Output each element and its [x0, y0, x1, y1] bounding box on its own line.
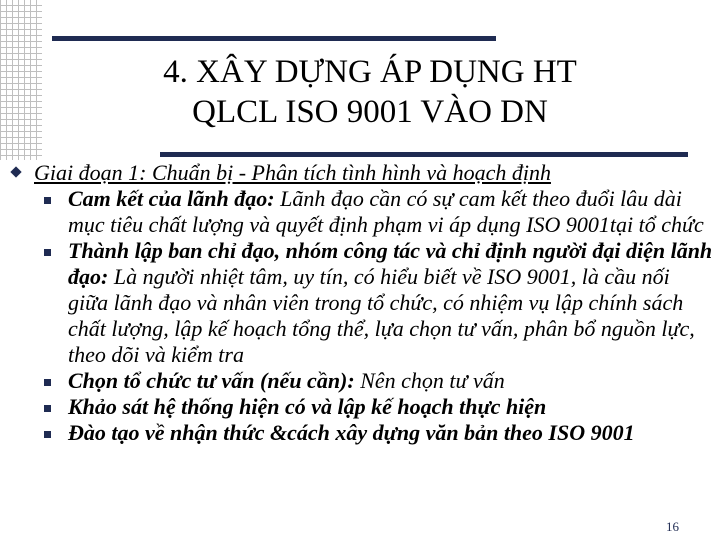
diamond-bullet-icon [10, 166, 21, 177]
decorative-grid [0, 0, 42, 160]
title-line-2: QLCL ISO 9001 VÀO DN [192, 94, 548, 130]
sub-bullet-list [8, 186, 713, 446]
title-line-1: 4. XÂY DỰNG ÁP DỤNG HT [163, 54, 577, 90]
square-bullet-icon [44, 197, 51, 204]
slide-content [8, 160, 713, 446]
item-bold: Đào tạo về nhận thức &cách xây dựng văn bản theo ISO 9001 [68, 420, 635, 445]
list-item [8, 394, 713, 420]
level1-text: Giai đoạn 1: Chuẩn bị - Phân tích tình hình và hoạch định [34, 160, 551, 185]
item-bold: Chọn tổ chức tư vấn (nếu cần): [68, 368, 355, 393]
list-item [8, 368, 713, 394]
list-item [8, 238, 713, 368]
slide-title [90, 52, 650, 132]
list-item [8, 186, 713, 238]
item-bold: Cam kết của lãnh đạo: [68, 186, 275, 211]
level1-bullet [8, 160, 713, 186]
item-bold: Khảo sát hệ thống hiện có và lập kế hoạch thực hiện [68, 394, 547, 419]
list-item [8, 420, 713, 446]
square-bullet-icon [44, 249, 51, 256]
square-bullet-icon [44, 431, 51, 438]
page-number: 16 [666, 519, 679, 534]
title-rule-top [52, 36, 496, 41]
item-text: Lãnh đạo cần có sự cam kết theo đuổi lâu dài mục tiêu chất lượng và quyết định phạm vi áp dụng ISO 9001tại tổ chức [68, 186, 704, 237]
square-bullet-icon [44, 405, 51, 412]
title-rule-bottom [160, 152, 688, 157]
item-text: Nên chọn tư vấn [354, 368, 505, 393]
item-text: Là người nhiệt tâm, uy tín, có hiểu biết về ISO 9001, là cầu nối giữa lãnh đạo và nhân viên trong tổ chức, có nhiệm vụ lập chính sách chất lượng, lập kế hoạch tổng thể, lựa chọn tư vấn, phân bổ nguồn lực, theo dõi và kiểm tra [68, 264, 695, 367]
item-bold: Thành lập ban chỉ đạo, nhóm công tác và chỉ định người đại diện lãnh đạo: [68, 238, 713, 289]
square-bullet-icon [44, 379, 51, 386]
